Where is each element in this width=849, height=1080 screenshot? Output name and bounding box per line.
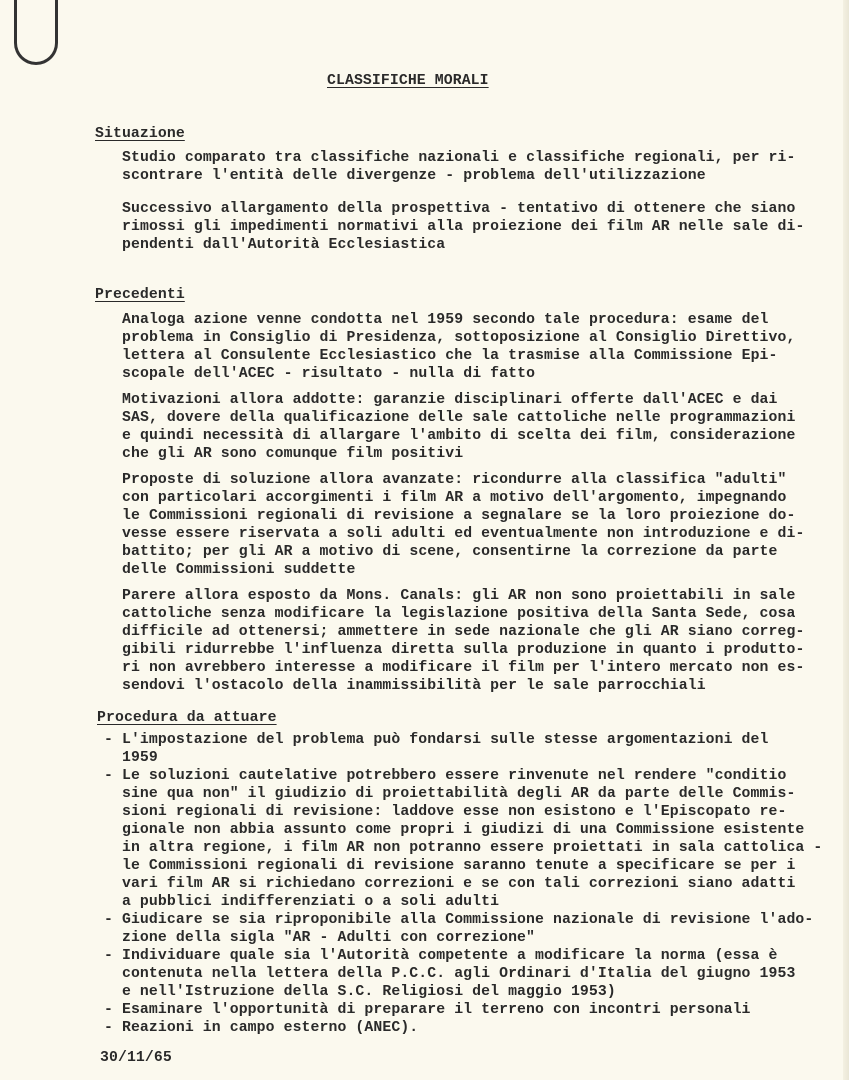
list-item: - Reazioni in campo esterno (ANEC). — [104, 1020, 419, 1036]
list-item: - L'impostazione del problema può fondarsi sulle stesse argomentazioni del 1959 — [104, 732, 769, 766]
paragraph: Motivazioni allora addotte: garanzie disciplinari offerte dall'ACEC e dai SAS, dovere della qualificazione delle sale cattoliche nelle programmazioni e quindi necessità di allargare l'ambito di scelta dei film, considerazione che gli AR sono comunque film positivi — [122, 392, 796, 462]
list-item: - Giudicare se sia riproponibile alla Commissione nazionale di revisione l'ado- zione della sigla "AR - Adulti con correzione" — [104, 912, 814, 946]
paper-clip-icon — [14, 0, 58, 65]
paragraph: Analoga azione venne condotta nel 1959 secondo tale procedura: esame del problema in Consiglio di Presidenza, sottoposizione al Consiglio Direttivo, lettera al Consulente Ecclesiastico che la trasmise alla Commissione Epi- scopale dell'ACEC - risultato - nulla di fatto — [122, 312, 796, 382]
list-item: - Le soluzioni cautelative potrebbero essere rinvenute nel rendere "conditio sine qua non" il giudizio di proiettabilità degli AR da parte delle Commis- sioni regionali di revisione: laddove esse non esistono e l'Episcopato re- gionale non abbia assunto come propri i giudizi di una Commissione esistente in altra regione, i film AR non potranno essere proiettati in sala cattolica - le Commissioni regionali di revisione saranno tenute a specificare se per i vari film AR si richiedano correzioni e se con tali correzioni siano adatti a pubblici indifferenziati o a soli adulti — [104, 768, 823, 910]
paragraph: Successivo allargamento della prospettiva - tentativo di ottenere che siano rimossi gli impedimenti normativi alla proiezione dei film AR nelle sale di- pendenti dall'Autorità Ecclesiastica — [122, 201, 805, 253]
paragraph: Proposte di soluzione allora avanzate: ricondurre alla classifica "adulti" con particolari accorgimenti i film AR a motivo dell'argomento, impegnando le Commissioni regionali di revisione a segnalare se la loro proiezione do- vesse essere riservata a soli adulti ed eventualmente non introduzione e di- battito; per gli AR a motivo di scene, consentirne la correzione da parte delle Commissioni suddette — [122, 472, 805, 578]
heading-procedura: Procedura da attuare — [97, 710, 277, 726]
list-item: - Individuare quale sia l'Autorità competente a modificare la norma (essa è contenuta nella lettera della P.C.C. agli Ordinari d'Italia del giugno 1953 e nell'Istruzione della S.C. Religiosi del maggio 1953) — [104, 948, 796, 1000]
heading-situazione: Situazione — [95, 126, 185, 142]
document-title: CLASSIFICHE MORALI — [327, 73, 489, 89]
document-body — [0, 72, 849, 1067]
paragraph: Parere allora esposto da Mons. Canals: gli AR non sono proiettabili in sale cattoliche senza modificare la legislazione positiva della Santa Sede, cosa difficile ad ottenersi; ammettere in sede nazionale che gli AR siano correg- gibili ridurrebbe l'influenza diretta sulla produzione in quanto i produtto- ri non avrebbero interesse a modificare il film per l'intero mercato non es- sendovi l'ostacolo della inammissibilità per le sale parrocchiali — [122, 588, 805, 694]
heading-precedenti: Precedenti — [95, 287, 185, 303]
list-item: - Esaminare l'opportunità di preparare il terreno con incontri personali — [104, 1002, 751, 1018]
paragraph: Studio comparato tra classifiche nazionali e classifiche regionali, per ri- scontrare l'entità delle divergenze - problema dell'utilizzazione — [122, 150, 796, 184]
document-date: 30/11/65 — [100, 1050, 172, 1066]
